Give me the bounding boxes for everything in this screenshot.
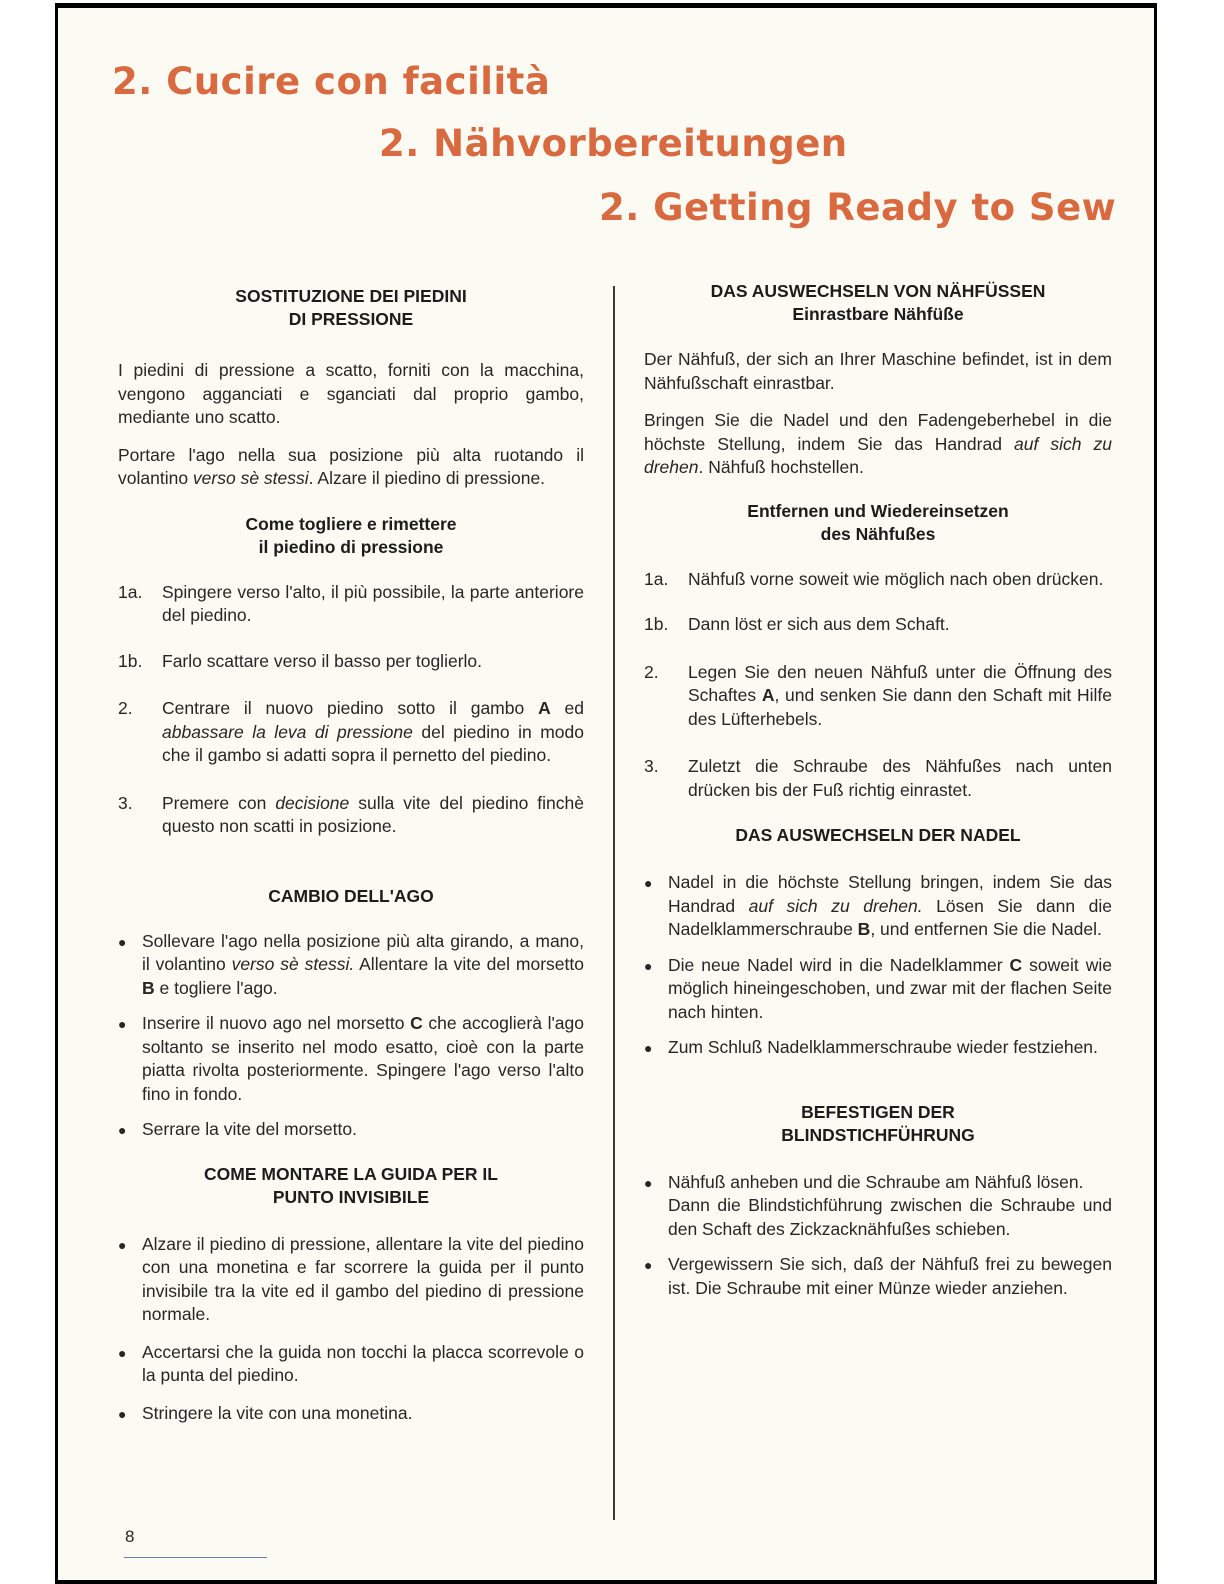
- bullet-icon: ●: [118, 933, 127, 950]
- it-needle-heading: CAMBIO DELL'AGO: [268, 885, 434, 906]
- de-needle-bullet-1: ● Nadel in die höchste Stellung bringen, indem Sie das Handrad auf sich zu drehen. Lösen Sie dann die Nadelklammerschraube B, und entfernen Sie die Nadel.: [644, 871, 1112, 942]
- page-number: 8: [125, 1527, 135, 1546]
- it-needle-bullet-2: ● Inserire il nuovo ago nel morsetto C che accoglierà l'ago soltanto se inserito nel modo esatto, cioè con la parte piatta rivolta posteriormente. Spingere l'ago verso l'alto fino in fondo.: [118, 1012, 584, 1106]
- footer-rule: [124, 1557, 267, 1558]
- de-step-3: 3. Zuletzt die Schraube des Nähfußes nach unten drücken bis der Fuß richtig einrastet.: [644, 756, 1112, 800]
- column-divider: [613, 286, 615, 1520]
- bullet-icon: ●: [644, 957, 653, 974]
- de-needle-bullet-2: ● Die neue Nadel wird in die Nadelklammer C soweit wie möglich hineingeschoben, und zwar mit der flachen Seite nach hinten.: [644, 954, 1112, 1025]
- bullet-icon: ●: [644, 1174, 653, 1191]
- de-blindstitch-heading: BEFESTIGEN DER BLINDSTICHFÜHRUNG: [781, 1101, 975, 1145]
- it-intro-paragraph: I piedini di pressione a scatto, forniti con la macchina, vengono agganciati e sganciati dal proprio gambo, mediante uno scatto.: [118, 360, 584, 427]
- italian-column: [118, 280, 584, 1426]
- bullet-icon: ●: [118, 1016, 127, 1032]
- it-blindstitch-bullet-1: ● Alzare il piedino di pressione, allentare la vite del piedino con una monetina e far scorrere la guida per il punto invisibile tra la vite ed il gambo del piedino di pressione normale.: [118, 1233, 584, 1327]
- bullet-icon: ●: [118, 1344, 127, 1361]
- de-intro-paragraph: Der Nähfuß, der sich an Ihrer Maschine befindet, ist in dem Nähfußschaft einrastbar.: [644, 349, 1112, 393]
- it-step-1b: 1b. Farlo scattare verso il basso per toglierlo.: [118, 650, 482, 671]
- de-needle-heading: DAS AUSWECHSELN DER NADEL: [735, 825, 1021, 845]
- de-presser-foot-subtitle: Einrastbare Nähfüße: [792, 304, 964, 324]
- it-presser-foot-heading: SOSTITUZIONE DEI PIEDINI DI PRESSIONE: [235, 286, 467, 329]
- de-blindstitch-bullet-1: ● Nähfuß anheben und die Schraube am Nähfuß lösen. Dann die Blindstichführung zwischen die Schraube und den Schaft des Zickzacknähfußes schieben.: [644, 1171, 1112, 1242]
- it-remove-subheading: Come togliere e rimettere il piedino di pressione: [245, 513, 457, 557]
- de-needle-bullet-3: ● Zum Schluß Nadelklammerschraube wieder festziehen.: [644, 1036, 1112, 1061]
- title-german: 2. Nähvorbereitungen: [379, 122, 848, 165]
- bullet-icon: ●: [118, 1236, 127, 1253]
- it-step-3: 3. Premere con decisione sulla vite del piedino finchè questo non scatti in posizione.: [118, 792, 584, 836]
- bullet-icon: ●: [644, 875, 653, 891]
- bullet-icon: ●: [644, 1040, 653, 1056]
- de-step-1b: 1b. Dann löst er sich aus dem Schaft.: [644, 614, 950, 634]
- title-english: 2. Getting Ready to Sew: [599, 186, 1117, 229]
- it-needle-bullet-1: ● Sollevare l'ago nella posizione più alta girando, a mano, il volantino verso sè stessi. Allentare la vite del morsetto B e togliere l'ago.: [118, 930, 584, 1001]
- de-step-2: 2. Legen Sie den neuen Nähfuß unter die Öffnung des Schaftes A, und senken Sie dann den Schaft mit Hilfe des Lüfterhebels.: [644, 661, 1112, 729]
- it-step-2: 2. Centrare il nuovo piedino sotto il gambo A ed abbassare la leva di pressione del piedino in modo che il gambo si adatti sopra il pernetto del piedino.: [118, 698, 585, 765]
- title-italian: 2. Cucire con facilità: [112, 60, 551, 103]
- german-column: [644, 280, 1112, 1300]
- it-blindstitch-bullet-3: ● Stringere la vite con una monetina.: [118, 1402, 584, 1427]
- bullet-icon: ●: [118, 1122, 127, 1138]
- it-needle-bullet-3: ● Serrare la vite del morsetto.: [118, 1118, 584, 1143]
- de-remove-subheading: Entfernen und Wiedereinsetzen des Nähfußes: [747, 500, 1009, 544]
- de-step-1a: 1a. Nähfuß vorne soweit wie möglich nach oben drücken.: [644, 568, 1104, 589]
- bullet-icon: ●: [118, 1405, 127, 1422]
- it-blindstitch-heading: COME MONTARE LA GUIDA PER IL PUNTO INVISIBILE: [204, 1163, 498, 1207]
- it-step-1a: 1a. Spingere verso l'alto, il più possibile, la parte anteriore del piedino.: [118, 581, 584, 625]
- bullet-icon: ●: [644, 1257, 653, 1273]
- de-blindstitch-bullet-2: ● Vergewissern Sie sich, daß der Nähfuß frei zu bewegen ist. Die Schraube mit einer Münze wieder anziehen.: [644, 1253, 1112, 1300]
- de-presser-foot-heading: DAS AUSWECHSELN VON NÄHFÜSSEN: [710, 281, 1046, 301]
- it-blindstitch-bullet-2: ● Accertarsi che la guida non tocchi la placca scorrevole o la punta del piedino.: [118, 1341, 584, 1388]
- de-prep-paragraph: Bringen Sie die Nadel und den Fadengeberhebel in die höchste Stellung, indem Sie das Handrad auf sich zu drehen. Nähfuß hochstellen.: [644, 410, 1113, 477]
- it-prep-paragraph: Portare l'ago nella sua posizione più alta ruotando il volantino verso sè stessi. Alzare il piedino di pressione.: [118, 444, 584, 488]
